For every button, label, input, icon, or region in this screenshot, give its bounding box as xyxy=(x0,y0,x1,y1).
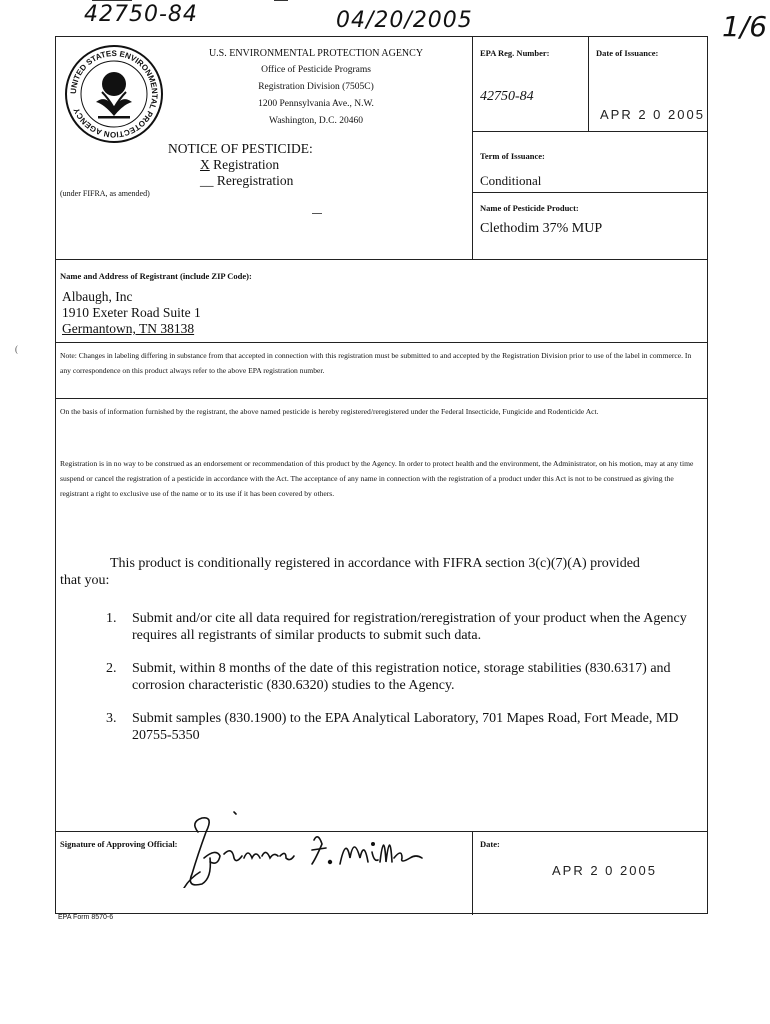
scan-dash xyxy=(312,213,322,214)
disclaimer-statement: Registration is in no way to be construed as an endorsement or recommendation of this product by the Agency. In order to protect health and the environment, the Administrator, on his motion, may at any time suspend or cancel the registration of a pesticide in accordance with the Act. The acceptance of any name in connection with the registration of a product under this Act is not to be construed as giving the registrant a right to exclusive use of the name or to its use if it has been covered by others. xyxy=(60,459,694,498)
notice-option-registration: X Registration xyxy=(200,157,280,172)
registrant-address xyxy=(62,289,201,337)
condition-item: 2. Submit, within 8 months of the date of this registration notice, storage stabilities (830.6317) and corrosion characteristic (830.6320) studies to the Agency. xyxy=(106,661,671,693)
basis-statement: On the basis of information furnished by the registrant, the above named pesticide is hereby registered/reregistered under the Federal Insecticide, Fungicide and Rodenticide Act. xyxy=(60,407,599,416)
divider xyxy=(56,259,707,260)
signature-label: Signature of Approving Official: xyxy=(60,839,178,849)
product-name-label: Name of Pesticide Product: xyxy=(480,203,579,213)
svg-text:UNITED STATES ENVIRONMENTAL PR: UNITED STATES ENVIRONMENTAL PROTECTION AGENCY xyxy=(68,48,160,140)
term-label: Term of Issuance: xyxy=(480,151,545,161)
product-name-value: Clethodim 37% MUP xyxy=(480,221,603,236)
registrant-street: 1910 Exeter Road Suite 1 xyxy=(62,305,201,320)
notice-option-reregistration: __ Reregistration xyxy=(200,173,294,188)
registrant-name: Albaugh, Inc xyxy=(62,289,133,304)
divider xyxy=(588,37,589,131)
official-signature xyxy=(140,792,430,888)
agency-office: Office of Pesticide Programs xyxy=(261,65,371,75)
notice-of-pesticide xyxy=(166,141,366,189)
agency-header xyxy=(156,45,476,130)
signature-date-label: Date: xyxy=(480,839,500,849)
signature-date-stamp: APR 2 0 2005 xyxy=(552,863,657,878)
reg-number-value: 42750-84 xyxy=(480,89,534,104)
condition-item: 1. Submit and/or cite all data required for registration/reregistration of your product when the Agency requires all registrants of similar products to submit such data. xyxy=(106,611,687,643)
issuance-date-stamp: APR 2 0 2005 xyxy=(600,107,705,122)
divider xyxy=(472,831,473,915)
epa-seal-logo xyxy=(62,42,166,146)
fifra-note: (under FIFRA, as amended) xyxy=(60,189,150,198)
issuance-date-label: Date of Issuance: xyxy=(596,48,659,58)
agency-division: Registration Division (7505C) xyxy=(258,82,374,92)
labeling-note: Note: Changes in labeling differing in substance from that accepted in connection with this registration must be submitted to and accepted by the Registration Division prior to use of the label in commerce. In any correspondence on this product always refer to the above EPA registration number. xyxy=(60,351,692,375)
reg-number-label: EPA Reg. Number: xyxy=(480,48,550,58)
registrant-label: Name and Address of Registrant (include ZIP Code): xyxy=(60,271,252,281)
handwritten-reg-number: 42750-84 xyxy=(84,2,198,27)
handwritten-date: 04/20/2005 xyxy=(336,8,473,33)
notice-title: NOTICE OF PESTICIDE: xyxy=(168,141,313,156)
condition-item: 3. Submit samples (830.1900) to the EPA Analytical Laboratory, 701 Mapes Road, Fort Meade, MD 20755-5350 xyxy=(106,711,679,743)
handwritten-page-count: 1/6 xyxy=(722,10,768,43)
scan-mark xyxy=(274,0,288,1)
registration-checkmark: X xyxy=(200,157,210,172)
registrant-city: Germantown, TN 38138 xyxy=(62,321,195,336)
divider xyxy=(56,398,707,399)
divider xyxy=(472,37,473,259)
divider xyxy=(472,192,707,193)
registration-form xyxy=(55,36,708,914)
agency-name: U.S. ENVIRONMENTAL PROTECTION AGENCY xyxy=(208,48,424,59)
agency-address: 1200 Pennsylvania Ave., N.W. xyxy=(258,99,374,109)
divider xyxy=(472,131,707,132)
divider xyxy=(56,342,707,343)
agency-city: Washington, D.C. 20460 xyxy=(269,116,363,126)
form-number: EPA Form 8570-6 xyxy=(58,914,114,921)
scan-mark xyxy=(92,0,132,1)
conditional-statement: This product is conditionally registered in accordance with FIFRA section 3(c)(7)(A) provided that you: xyxy=(60,556,640,588)
margin-mark: ( xyxy=(15,344,18,354)
term-value: Conditional xyxy=(480,173,542,188)
reregistration-blank: __ xyxy=(200,173,214,188)
